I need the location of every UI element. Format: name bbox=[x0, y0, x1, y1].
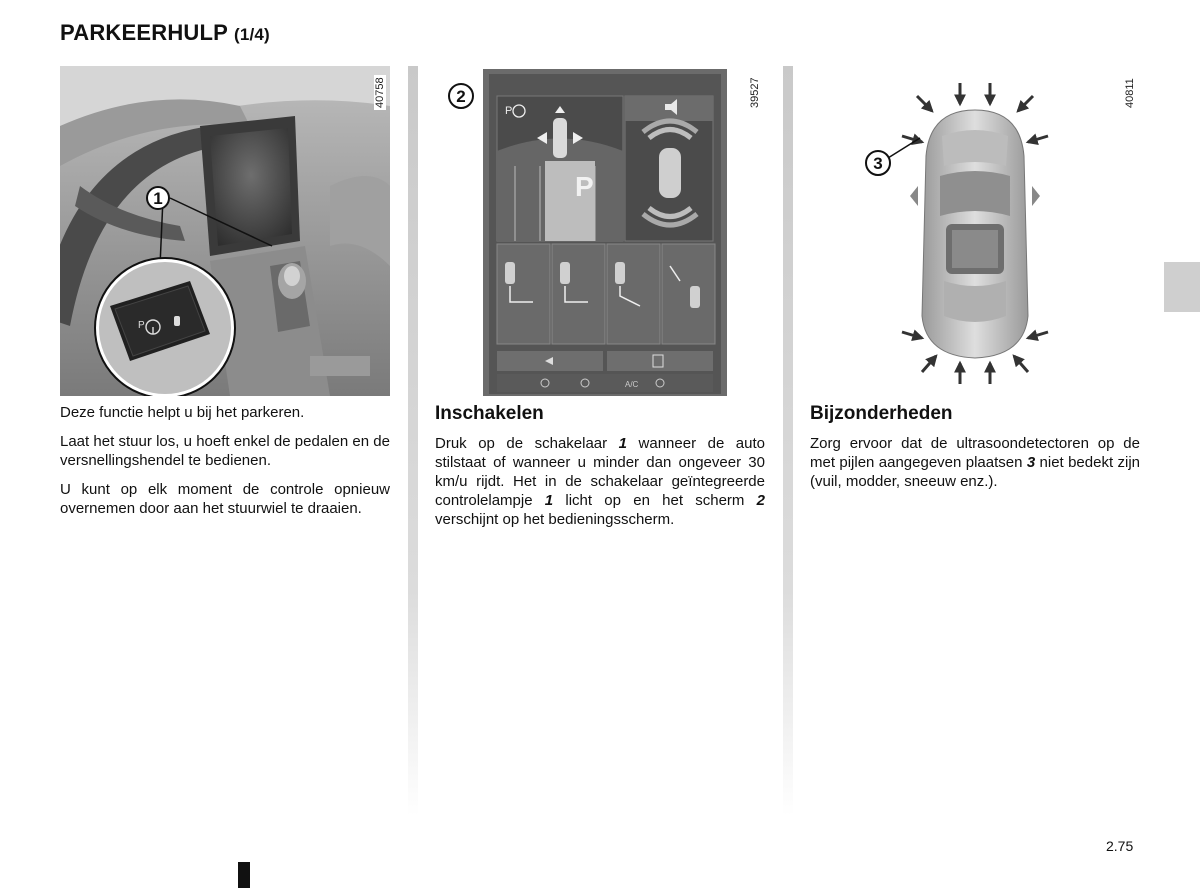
paragraph bbox=[810, 434, 1140, 491]
svg-text:P: P bbox=[505, 105, 513, 117]
title-sub: (1/4) bbox=[233, 25, 270, 44]
screen-illustration bbox=[445, 66, 765, 396]
callout-ref: 3 bbox=[1026, 454, 1036, 471]
title-main: PARKEERHULP bbox=[60, 20, 228, 45]
figure-screen bbox=[445, 66, 765, 396]
text-run: niet bedekt zijn (vuil, modder, sneeuw enz.). bbox=[810, 454, 1140, 490]
section-heading: Bijzonderheden bbox=[810, 403, 953, 424]
text-run: licht op en het scherm bbox=[553, 492, 757, 509]
paragraph bbox=[435, 434, 765, 529]
text-run: Druk op de schakelaar bbox=[435, 435, 619, 452]
column-divider bbox=[408, 66, 418, 816]
car-sensors-illustration bbox=[810, 66, 1140, 396]
text-run: verschijnt op het bedieningsscherm. bbox=[435, 511, 675, 528]
text-run: wanneer de auto stilstaat of wanneer u minder dan ongeveer 30 km/u rijdt. Het in de schakelaar geïntegreerde controlelampje bbox=[435, 435, 766, 509]
column-3-text bbox=[810, 434, 1140, 501]
text-run: Zorg ervoor dat de ultrasoondetectoren op de met pijlen aangegeven plaatsen bbox=[810, 435, 1140, 471]
paragraph: Laat het stuur los, u hoeft enkel de pedalen en de versnellingshendel te bedienen. bbox=[60, 433, 390, 469]
callout-ref: 1 bbox=[544, 492, 554, 509]
callout-2: 2 bbox=[456, 87, 466, 106]
section-heading: Inschakelen bbox=[435, 403, 544, 424]
parking-p-label: P bbox=[575, 171, 594, 202]
figure-car-sensors bbox=[810, 66, 1140, 396]
callout-1: 1 bbox=[153, 189, 163, 208]
page-number: 2.75 bbox=[1106, 838, 1134, 854]
figure-ref: 40811 bbox=[1124, 78, 1136, 108]
thumb-index-tab bbox=[1164, 262, 1200, 312]
paragraph: U kunt op elk moment de controle opnieuw overnemen door aan het stuurwiel te draaien. bbox=[60, 481, 390, 517]
crop-mark bbox=[238, 862, 250, 888]
column-2-text bbox=[435, 434, 765, 539]
column-1-text bbox=[60, 403, 390, 528]
figure-dashboard bbox=[60, 66, 390, 396]
column-divider bbox=[783, 66, 793, 816]
ac-label: A/C bbox=[625, 380, 639, 389]
callout-ref: 2 bbox=[756, 492, 766, 509]
page-title bbox=[60, 20, 270, 46]
paragraph: Deze functie helpt u bij het parkeren. bbox=[60, 404, 305, 421]
dashboard-illustration bbox=[60, 66, 390, 396]
figure-ref: 39527 bbox=[749, 77, 761, 108]
callout-3: 3 bbox=[873, 154, 883, 173]
figure-ref: 40758 bbox=[374, 77, 386, 108]
svg-text:P: P bbox=[138, 320, 145, 331]
callout-ref: 1 bbox=[618, 435, 628, 452]
